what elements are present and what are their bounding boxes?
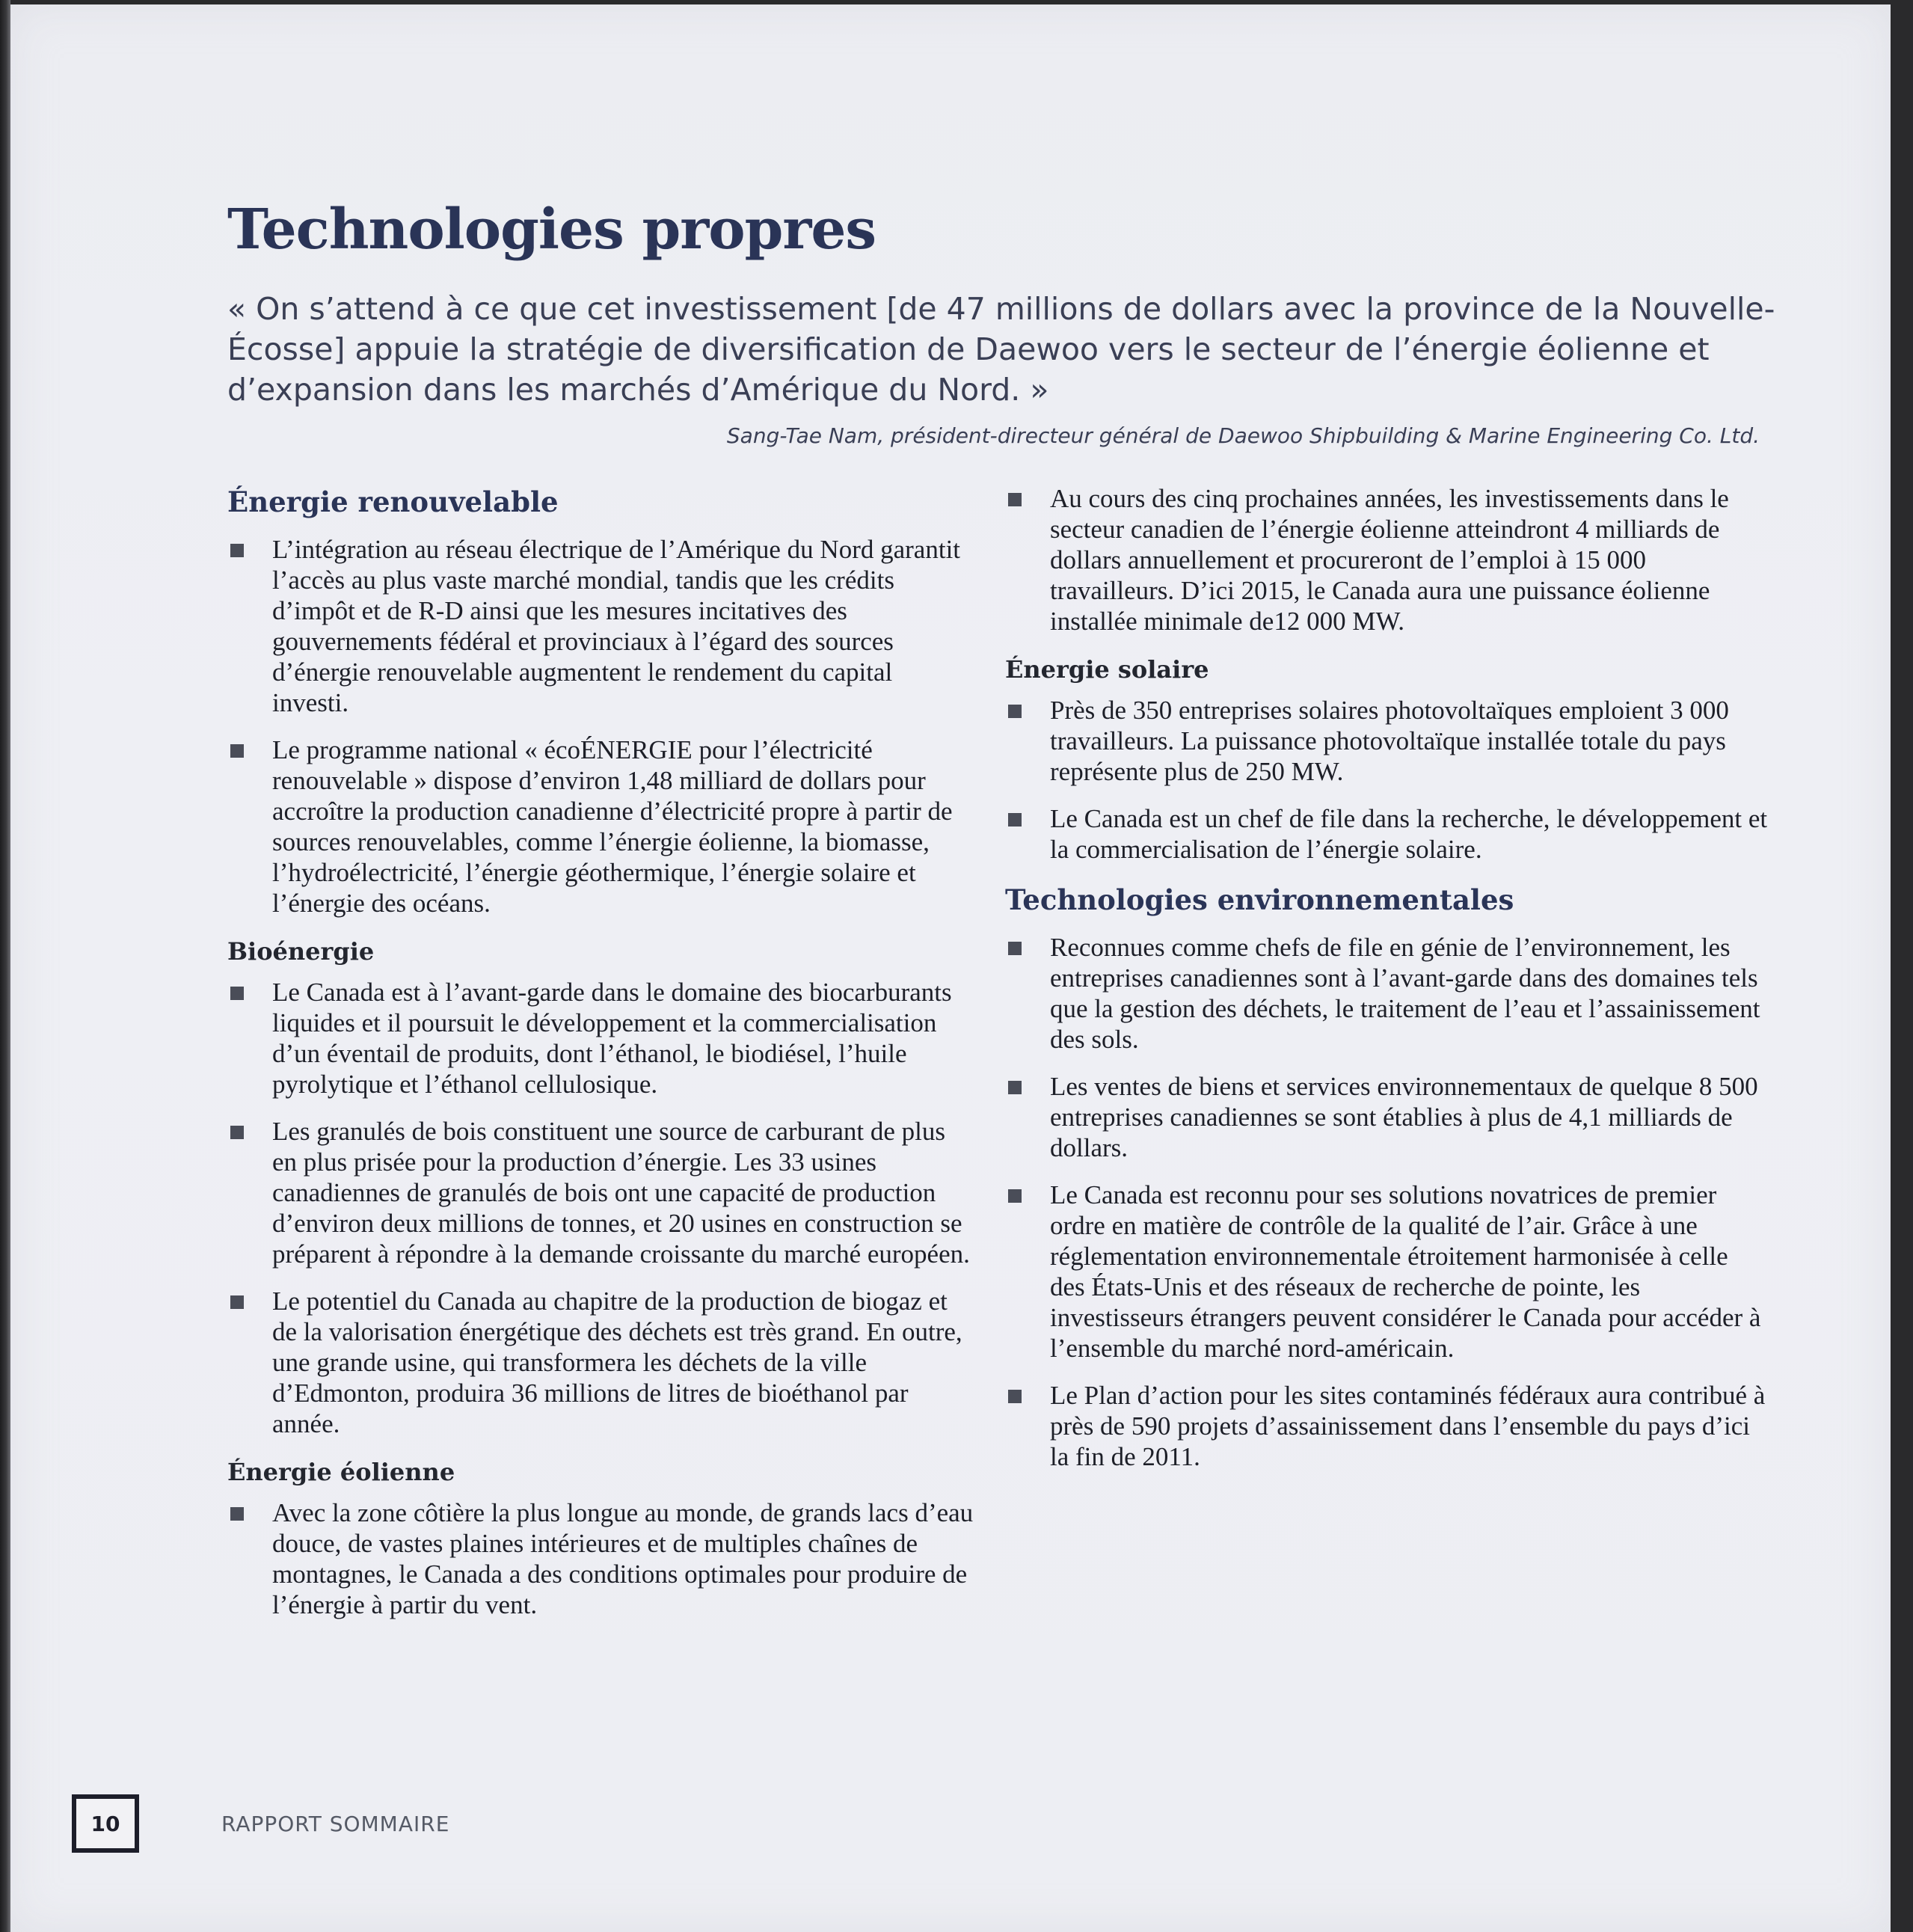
bullet-square-icon [230,544,244,557]
section-heading-renouvelable: Énergie renouvelable [227,485,559,518]
book-binding [0,0,10,1932]
list-eolienne-continued [1005,483,1768,637]
footer-label: RAPPORT SOMMAIRE [221,1811,450,1836]
bullet-square-icon [230,1507,244,1521]
pull-quote: « On s’attend à ce que cet investissement [de 47 millions de dollars avec la province de la Nouvelle-Écosse] appuie la stratégie de diversification de Daewoo vers le secteur de l’énergie éolienne et d’expansion dans les marchés d’Amérique du Nord. » [227,291,1775,408]
list-item: Avec la zone côtière la plus longue au monde, de grands lacs d’eau douce, de vastes plaines intérieures et de multiples chaînes de montagnes, le Canada a des conditions optimales pour produire de l’énergie à partir du vent. [227,1497,975,1620]
list-item: Le Canada est un chef de file dans la recherche, le développement et la commercialisation de l’énergie solaire. [1005,803,1768,865]
list-item: Le Canada est reconnu pour ses solutions novatrices de premier ordre en matière de contrôle de la qualité de l’air. Grâce à une réglementation environnementale étroitement harmonisée à celle des États-Unis et des réseaux de recherche de pointe, les investisseurs étrangers peuvent considérer le Canada pour accéder à l’ensemble du marché nord-américain. [1005,1180,1768,1364]
list-item: L’intégration au réseau électrique de l’Amérique du Nord garantit l’accès au plus vaste marché mondial, tandis que les crédits d’impôt et de R-D ainsi que les mesures incitatives des gouvernements fédéral et provinciaux à l’égard des sources d’énergie renouvelable augmentent le rendement du capital investi. [227,534,975,718]
list-bioenergie [227,977,975,1439]
bullet-square-icon [1008,1390,1022,1403]
section-heading-environnementales: Technologies environnementales [1005,883,1514,916]
list-item: Les ventes de biens et services environnementaux de quelque 8 500 entreprises canadiennes se sont établies à plus de 4,1 milliards de dollars. [1005,1071,1768,1163]
bullet-square-icon [1008,1189,1022,1203]
page-number-box: 10 [72,1794,139,1853]
list-item: Le potentiel du Canada au chapitre de la production de biogaz et de la valorisation énergétique des déchets est très grand. En outre, une grande usine, qui transformera les déchets de la ville d’Edmonton, produira 36 millions de litres de bioéthanol par année. [227,1286,975,1439]
list-item: Reconnues comme chefs de file en génie de l’environnement, les entreprises canadiennes sont à l’avant-garde dans des domaines tels que la gestion des déchets, le traitement de l’eau et l’assainissement des sols. [1005,932,1768,1055]
subheading-bioenergie: Bioénergie [227,937,375,966]
page-title: Technologies propres [227,197,876,262]
list-renouvelable [227,534,975,919]
list-item: Au cours des cinq prochaines années, les investissements dans le secteur canadien de l’énergie éolienne atteindront 4 milliards de dollars annuellement et procureront de l’emploi à 15 000 travailleurs. D’ici 2015, le Canada aura une puissance éolienne installée minimale de12 000 MW. [1005,483,1768,637]
quote-attribution: Sang-Tae Nam, président-directeur général de Daewoo Shipbuilding & Marine Engineering Co. Ltd. [726,423,1760,448]
subheading-eolienne: Énergie éolienne [227,1458,455,1486]
list-environnementales [1005,932,1768,1472]
list-item: Le programme national « écoÉNERGIE pour l’électricité renouvelable » dispose d’environ 1,48 milliard de dollars pour accroître la production canadienne d’électricité propre à partir de sources renouvelables, comme l’énergie éolienne, la biomasse, l’hydroélectricité, l’énergie géothermique, l’énergie solaire et l’énergie des océans. [227,735,975,919]
document-page [10,4,1891,1932]
bullet-square-icon [230,1295,244,1309]
page-footer [72,1794,449,1853]
bullet-square-icon [1008,1081,1022,1094]
subheading-solaire: Énergie solaire [1005,655,1209,684]
list-item: Le Canada est à l’avant-garde dans le domaine des biocarburants liquides et il poursuit le développement et la commercialisation d’un éventail de produits, dont l’éthanol, le biodiésel, l’huile pyrolytique et l’éthanol cellulosique. [227,977,975,1100]
list-solaire [1005,695,1768,865]
bullet-square-icon [230,987,244,1000]
bullet-square-icon [1008,493,1022,506]
list-eolienne [227,1497,975,1620]
list-item: Le Plan d’action pour les sites contaminés fédéraux aura contribué à près de 590 projets d’assainissement dans l’ensemble du pays d’ici la fin de 2011. [1005,1380,1768,1472]
left-column [227,483,975,1637]
bullet-square-icon [230,744,244,758]
bullet-square-icon [1008,705,1022,718]
right-column [1005,483,1768,1488]
bullet-square-icon [1008,813,1022,827]
list-item: Les granulés de bois constituent une source de carburant de plus en plus prisée pour la production d’énergie. Les 33 usines canadiennes de granulés de bois ont une capacité de production d’environ deux millions de tonnes, et 20 usines en construction se préparent à répondre à la demande croissante du marché européen. [227,1116,975,1269]
bullet-square-icon [230,1126,244,1139]
list-item: Près de 350 entreprises solaires photovoltaïques emploient 3 000 travailleurs. La puissance photovoltaïque installée totale du pays représente plus de 250 MW. [1005,695,1768,787]
bullet-square-icon [1008,942,1022,955]
